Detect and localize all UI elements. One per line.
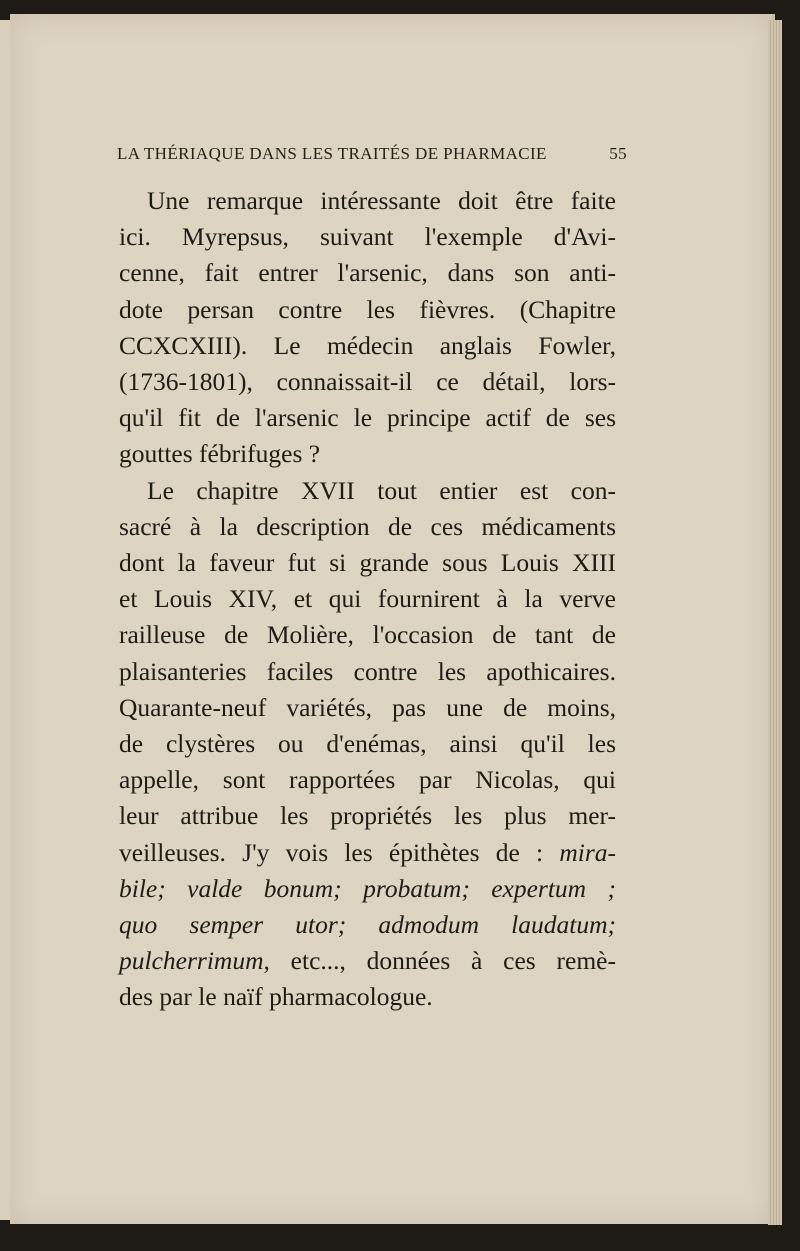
text-line: de clystères ou d'enémas, ainsi qu'il les xyxy=(119,729,616,759)
page-stack-edge xyxy=(768,20,782,1225)
text-line: cenne, fait entrer l'arsenic, dans son anti- xyxy=(119,258,616,288)
text-line: plaisanteries faciles contre les apothicaires. xyxy=(119,656,616,686)
text-italic: mira- xyxy=(559,837,616,867)
text-line: des par le naïf pharmacologue. xyxy=(119,982,433,1012)
text-line: appelle, sont rapportées par Nicolas, qui xyxy=(119,765,616,795)
running-header xyxy=(117,144,627,164)
text-roman: etc..., données à ces remè- xyxy=(269,946,616,976)
text-line: leur attribue les propriétés les plus mer- xyxy=(119,801,616,831)
text-line: CCXCXIII). Le médecin anglais Fowler, xyxy=(119,330,616,360)
body-text xyxy=(119,183,616,1016)
text-line: Une remarque intéressante doit être faite xyxy=(147,186,616,215)
text-line: (1736-1801), connaissait-il ce détail, lors- xyxy=(119,367,616,397)
running-title: LA THÉRIAQUE DANS LES TRAITÉS DE PHARMACIE xyxy=(117,144,547,163)
text-line: Le chapitre XVII tout entier est con- xyxy=(147,475,616,505)
text-line: et Louis XIV, et qui fournirent à la verve xyxy=(119,584,616,614)
text-line: dont la faveur fut si grande sous Louis XIII xyxy=(119,548,616,578)
page-number: 55 xyxy=(609,144,627,163)
text-line: Quarante-neuf variétés, pas une de moins, xyxy=(119,692,616,722)
text-line: sacré à la description de ces médicaments xyxy=(119,511,616,541)
text-line-italic: quo semper utor; admodum laudatum; xyxy=(119,910,616,940)
text-italic: pulcherrimum, xyxy=(119,946,270,976)
text-line xyxy=(119,835,616,871)
text-line: railleuse de Molière, l'occasion de tant de xyxy=(119,620,616,650)
text-roman: veilleuses. J'y vois les épithètes de : xyxy=(119,837,560,867)
text-line xyxy=(119,943,616,979)
text-line-italic: bile; valde bonum; probatum; expertum ; xyxy=(119,873,616,903)
text-line: ici. Myrepsus, suivant l'exemple d'Avi- xyxy=(119,222,616,252)
text-line: dote persan contre les fièvres. (Chapitre xyxy=(119,294,616,324)
text-line: qu'il fit de l'arsenic le principe actif de ses xyxy=(119,403,616,433)
text-line: gouttes fébrifuges ? xyxy=(119,439,321,469)
